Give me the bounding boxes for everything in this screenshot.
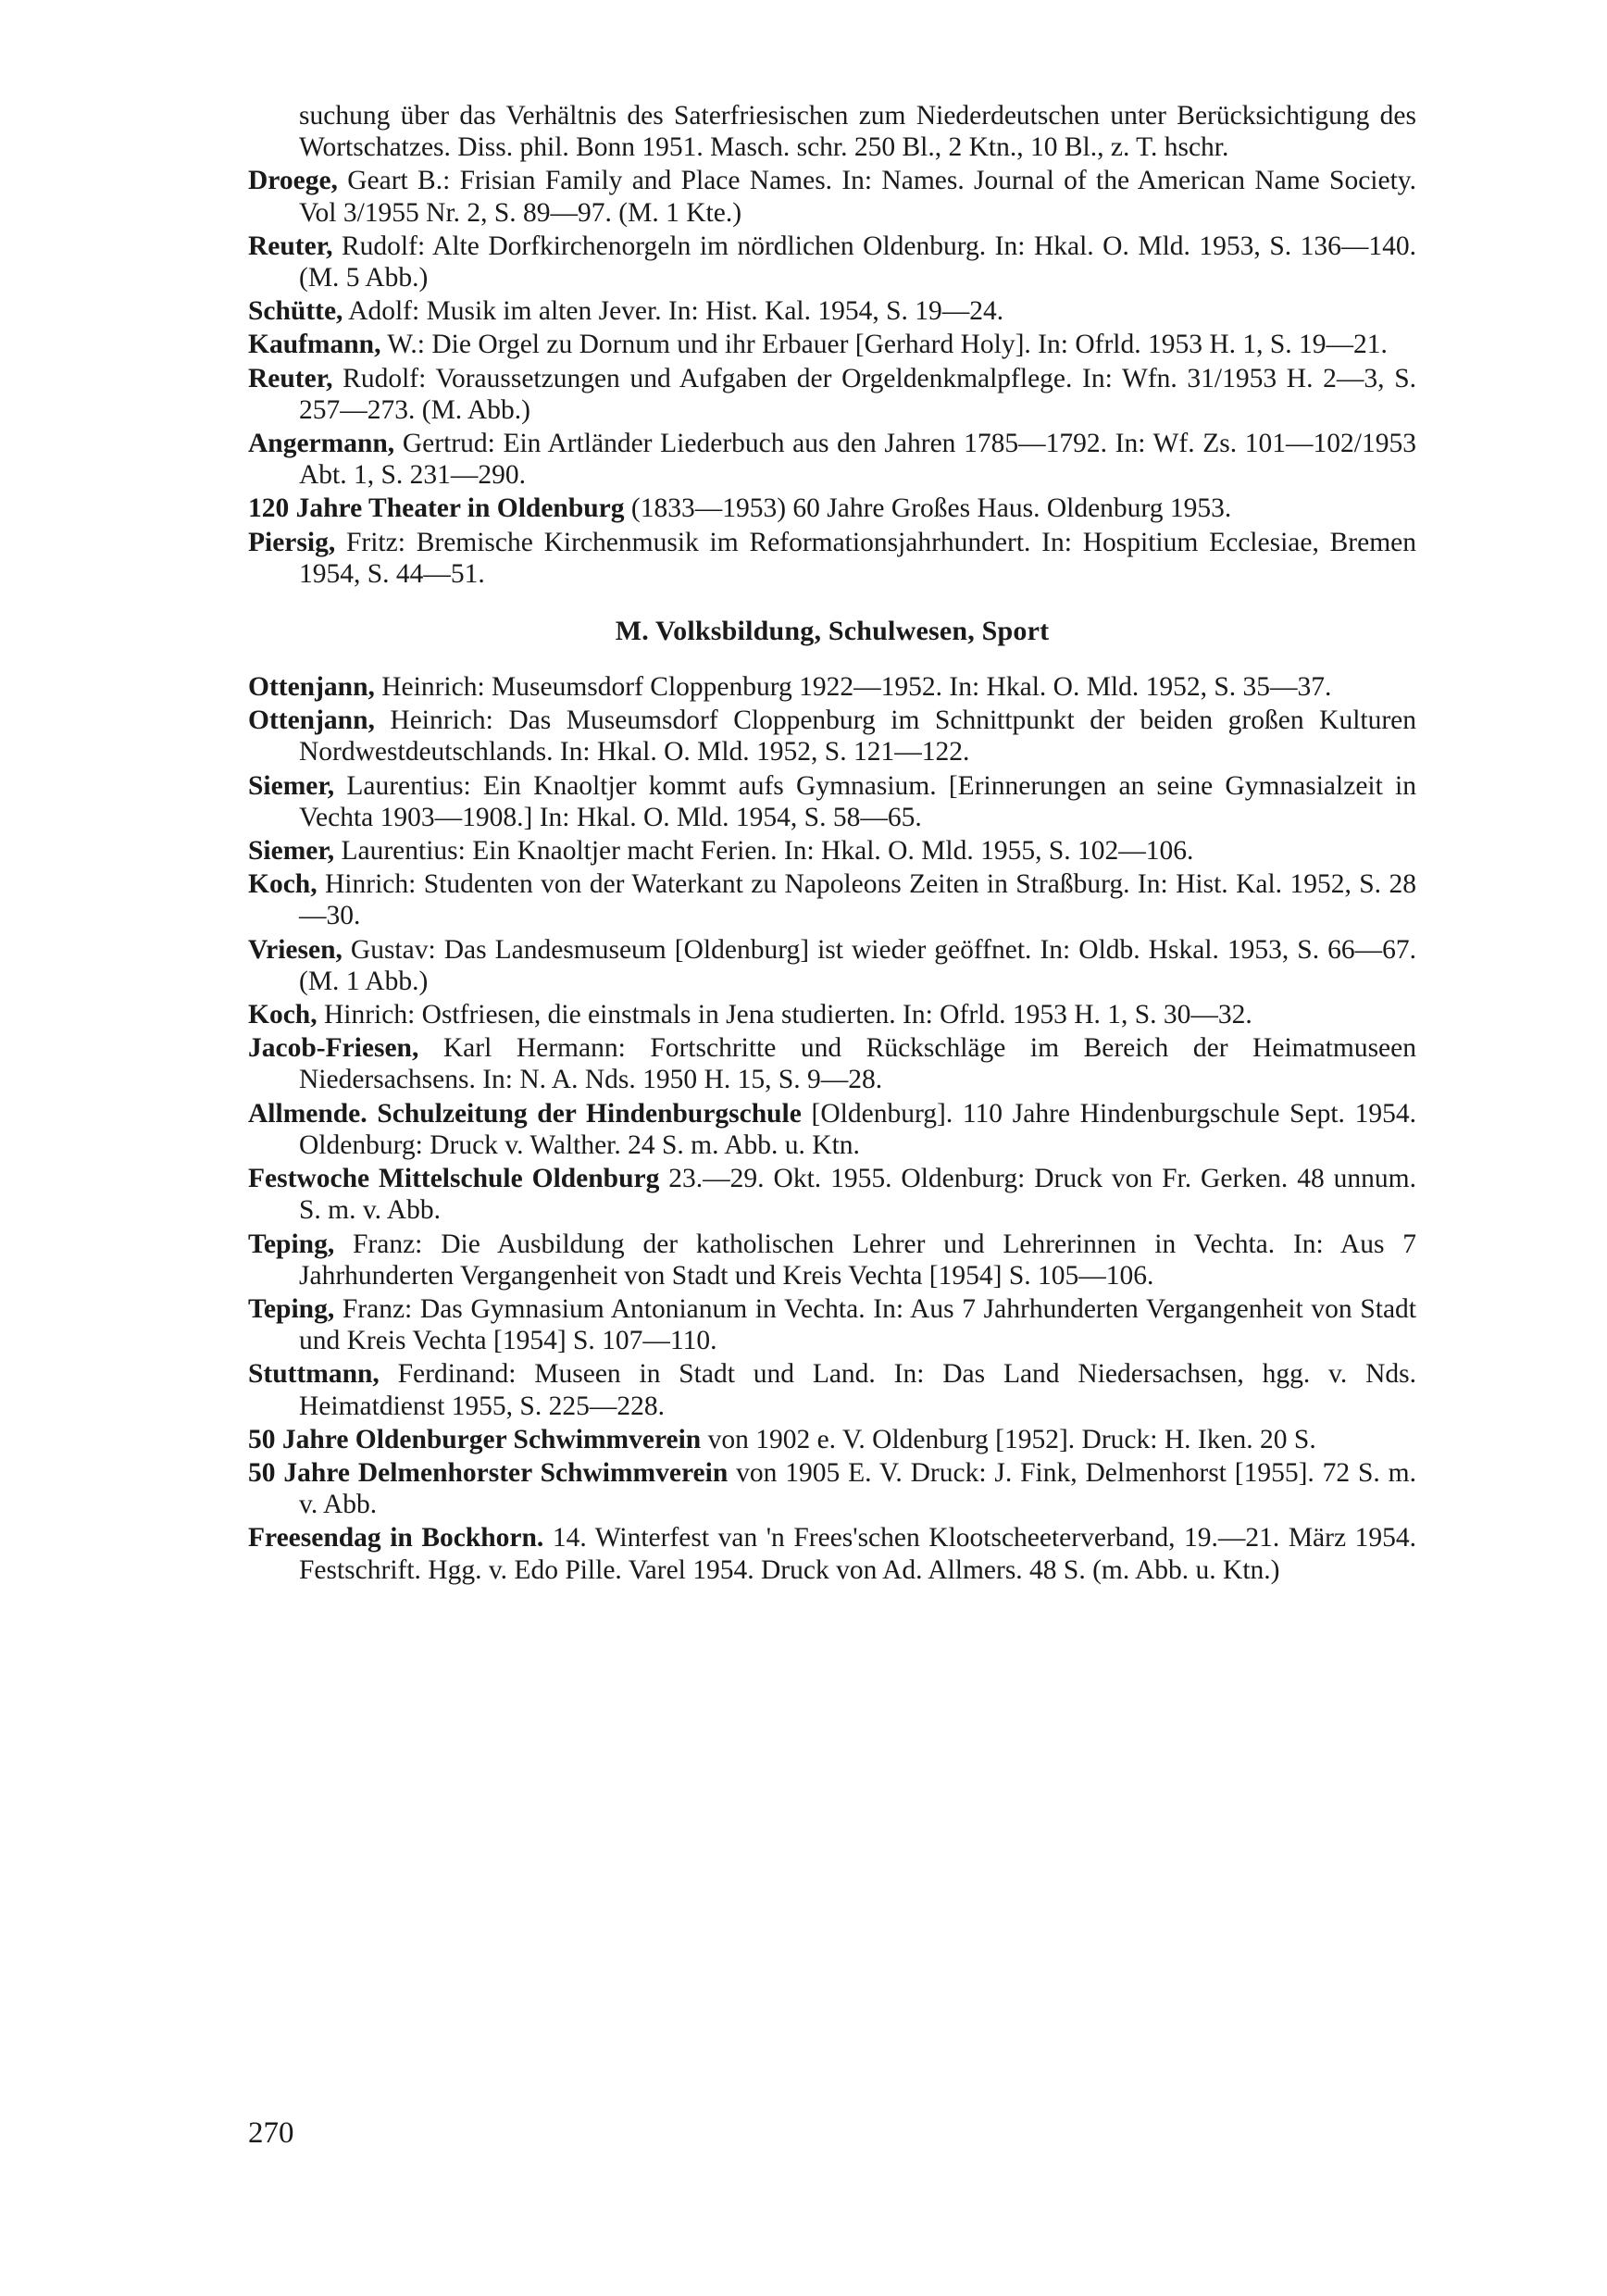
entry-text: Laurentius: Ein Knaoltjer kommt aufs Gymnasium. [Erinnerungen an seine Gymnasialzeit in Vechta 1903—1908.] In: Hkal. O. Mld. 1954, S. 58—65. — [299, 770, 1416, 832]
document-page — [248, 100, 1416, 1588]
entry-author: Ottenjann, — [248, 672, 375, 703]
entry-text: (1833—1953) 60 Jahre Großes Haus. Oldenburg 1953. — [624, 493, 1232, 524]
entry-text: Heinrich: Das Museumsdorf Cloppenburg im Schnittpunkt der beiden großen Kulturen Nordwestdeutschlands. In: Hkal. O. Mld. 1952, S. 121—122. — [299, 705, 1416, 767]
bibliography-entry — [248, 165, 1416, 228]
entry-text: Laurentius: Ein Knaoltjer macht Ferien. In: Hkal. O. Mld. 1955, S. 102—106. — [334, 836, 1194, 867]
entry-title: 50 Jahre Oldenburger Schwimmverein — [248, 1424, 702, 1454]
entry-text: Heinrich: Museumsdorf Cloppenburg 1922—1952. In: Hkal. O. Mld. 1952, S. 35—37. — [374, 672, 1332, 703]
bibliography-entry — [248, 1163, 1416, 1226]
bibliography-entry — [248, 999, 1416, 1030]
entry-title: 50 Jahre Delmenhorster Schwimmverein — [248, 1457, 729, 1488]
bibliography-entry — [248, 100, 1416, 163]
entry-author: Jacob-Friesen, — [248, 1033, 419, 1064]
bibliography-entry — [248, 1098, 1416, 1161]
entry-text: von 1905 E. V. Druck: J. Fink, Delmenhorst [1955]. 72 S. m. v. Abb. — [299, 1457, 1417, 1520]
entry-title: Festwoche Mittelschule Oldenburg — [248, 1164, 660, 1194]
entry-author: Siemer, — [248, 770, 335, 801]
bibliography-entry — [248, 1358, 1416, 1421]
bibliography-entry — [248, 770, 1416, 833]
entry-text: Fritz: Bremische Kirchenmusik im Reformationsjahrhundert. In: Hospitium Ecclesiae, Bremen 1954, S. 44—51. — [299, 527, 1416, 589]
entry-text: Gustav: Das Landesmuseum [Oldenburg] ist wieder geöffnet. In: Oldb. Hskal. 1953, S. 66—67. (M. 1 Abb.) — [299, 934, 1416, 996]
bibliography-entry — [248, 868, 1416, 931]
entry-author: Kaufmann, — [248, 330, 381, 360]
entry-author: Reuter, — [248, 231, 333, 261]
entry-text: Hinrich: Ostfriesen, die einstmals in Jena studierten. In: Ofrld. 1953 H. 1, S. 30—32. — [317, 1000, 1252, 1030]
bibliography-entry — [248, 1522, 1416, 1585]
entry-text: Geart B.: Frisian Family and Place Names. In: Names. Journal of the American Name Society. Vol 3/1955 Nr. 2, S. 89—97. (M. 1 Kte.) — [299, 166, 1416, 228]
section-heading: M. Volksbildung, Schulwesen, Sport — [615, 616, 1050, 647]
entry-text: Ferdinand: Museen in Stadt und Land. In: Das Land Niedersachsen, hgg. v. Nds. Heimatdienst 1955, S. 225—228. — [299, 1359, 1416, 1421]
entry-author: Teping, — [248, 1293, 335, 1324]
entry-author: Droege, — [248, 166, 338, 196]
entry-text: Rudolf: Voraussetzungen und Aufgaben der Orgeldenkmalpflege. In: Wfn. 31/1953 H. 2—3, S. 257—273. (M. Abb.) — [299, 363, 1416, 425]
entry-author: Vriesen, — [248, 934, 343, 965]
bibliography-entry — [248, 329, 1416, 360]
entry-text: Gertrud: Ein Artländer Liederbuch aus den Jahren 1785—1792. In: Wf. Zs. 101—102/1953 Abt. 1, S. 231—290. — [299, 429, 1416, 491]
entry-text: 23.—29. Okt. 1955. Oldenburg: Druck von Fr. Gerken. 48 unnum. S. m. v. Abb. — [299, 1164, 1416, 1226]
entry-text: [Oldenburg]. 110 Jahre Hindenburgschule Sept. 1954. Oldenburg: Druck v. Walther. 24 S. m. Abb. u. Ktn. — [299, 1098, 1417, 1160]
entry-text: Franz: Das Gymnasium Antonianum in Vechta. In: Aus 7 Jahrhunderten Vergangenheit von Stadt und Kreis Vechta [1954] S. 107—110. — [299, 1293, 1416, 1356]
entry-text: 14. Winterfest van 'n Frees'schen Klootscheeterverband, 19.—21. März 1954. Festschrift. Hgg. v. Edo Pille. Varel 1954. Druck von Ad. Allmers. 48 S. (m. Abb. u. Ktn.) — [299, 1523, 1416, 1585]
entry-title: Allmende. Schulzeitung der Hindenburgschule — [248, 1098, 802, 1129]
entry-text: Adolf: Musik im alten Jever. In: Hist. Kal. 1954, S. 19—24. — [343, 296, 1004, 327]
bibliography-entry — [248, 493, 1416, 524]
entry-author: Stuttmann, — [248, 1359, 380, 1390]
entry-author: Schütte, — [248, 296, 343, 327]
entry-author: Siemer, — [248, 836, 335, 867]
bibliography-entry — [248, 671, 1416, 703]
entry-author: Piersig, — [248, 527, 336, 557]
bibliography-entry — [248, 835, 1416, 867]
entry-text: Karl Hermann: Fortschritte und Rückschläge im Bereich der Heimatmuseen Niedersachsens. In: N. A. Nds. 1950 H. 15, S. 9—28. — [299, 1033, 1416, 1095]
entry-text: Franz: Die Ausbildung der katholischen Lehrer und Lehrerinnen in Vechta. In: Aus 7 Jahrhunderten Vergangenheit von Stadt und Kreis Vechta [1954] S. 105—106. — [299, 1229, 1416, 1291]
bibliography-entry — [248, 934, 1416, 997]
entry-title: Freesendag in Bockhorn. — [248, 1523, 544, 1554]
bibliography-entry — [248, 705, 1416, 767]
bibliography-entry — [248, 1032, 1416, 1095]
entries-top — [248, 100, 1416, 590]
bibliography-entry — [248, 1229, 1416, 1292]
bibliography-entry — [248, 295, 1416, 327]
entry-text: Hinrich: Studenten von der Waterkant zu Napoleons Zeiten in Straßburg. In: Hist. Kal. 1952, S. 28—30. — [299, 869, 1416, 931]
bibliography-entry — [248, 1457, 1416, 1520]
bibliography-entry — [248, 1424, 1416, 1455]
entry-author: Koch, — [248, 869, 318, 900]
bibliography-entry — [248, 231, 1416, 293]
bibliography-entry — [248, 428, 1416, 491]
entry-author: Koch, — [248, 1000, 318, 1030]
entry-text: W.: Die Orgel zu Dornum und ihr Erbauer [Gerhard Holy]. In: Ofrld. 1953 H. 1, S. 19—21. — [380, 330, 1388, 360]
entry-title: 120 Jahre Theater in Oldenburg — [248, 493, 625, 524]
entries-bottom — [248, 671, 1416, 1586]
entry-author: Angermann, — [248, 429, 395, 459]
entry-text: von 1902 e. V. Oldenburg [1952]. Druck: H. Iken. 20 S. — [701, 1424, 1316, 1454]
entry-author: Ottenjann, — [248, 705, 375, 736]
entry-text: Rudolf: Alte Dorfkirchenorgeln im nördlichen Oldenburg. In: Hkal. O. Mld. 1953, S. 136—140. (M. 5 Abb.) — [299, 231, 1416, 293]
bibliography-entry — [248, 363, 1416, 426]
entry-author: Reuter, — [248, 363, 333, 393]
page-number: 270 — [248, 2116, 294, 2150]
entry-text: suchung über das Verhältnis des Saterfriesischen zum Niederdeutschen unter Berücksichtigung des Wortschatzes. Diss. phil. Bonn 1951. Masch. schr. 250 Bl., 2 Ktn., 10 Bl., z. T. hschr. — [299, 101, 1416, 163]
entry-author: Teping, — [248, 1229, 335, 1259]
bibliography-entry — [248, 527, 1416, 590]
bibliography-entry — [248, 1293, 1416, 1356]
